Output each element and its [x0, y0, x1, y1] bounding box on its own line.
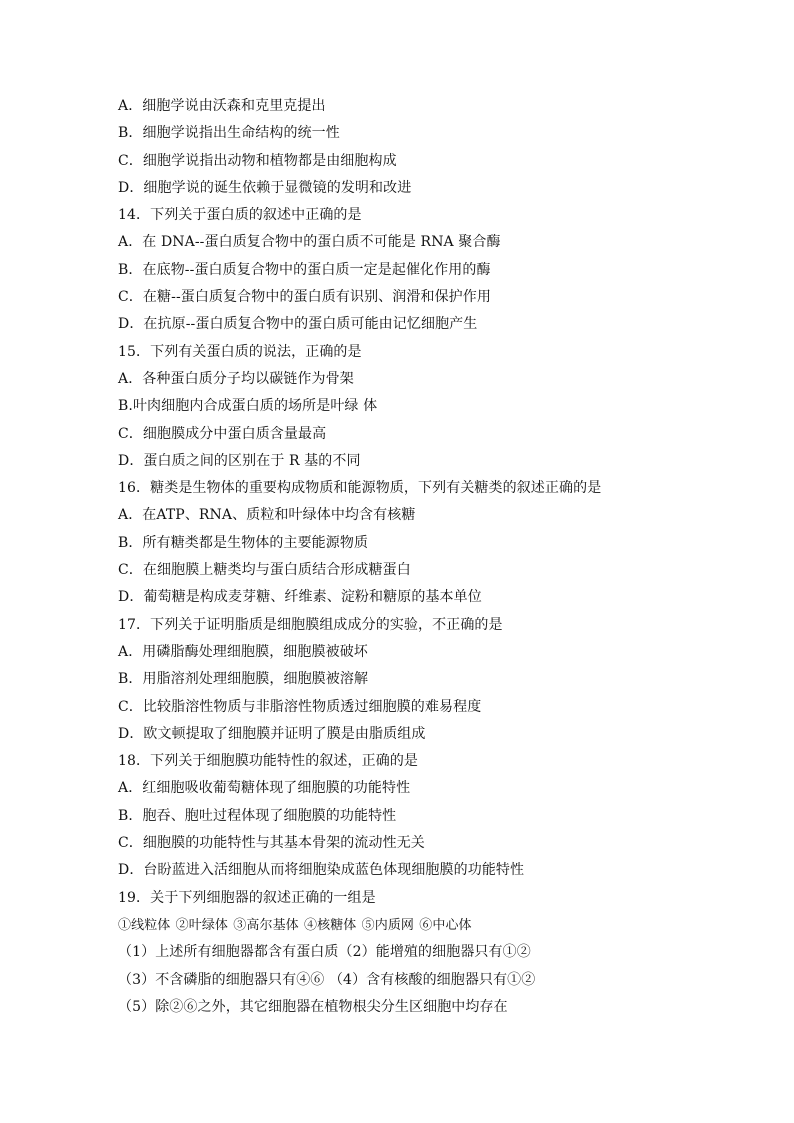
question-14-stem: 14．下列关于蛋白质的叙述中正确的是	[118, 207, 362, 224]
statement-3-4: （3）不含磷脂的细胞器只有④⑥ （4）含有核酸的细胞器只有①②	[118, 971, 536, 988]
question-17-stem: 17．下列关于证明脂质是细胞膜组成成分的实验，不正确的是	[118, 616, 503, 633]
option-17b: B．用脂溶剂处理细胞膜，细胞膜被溶解	[118, 671, 369, 688]
option-13a: A．细胞学说由沃森和克里克提出	[118, 98, 326, 114]
option-18b: B．胞吞、胞吐过程体现了细胞膜的功能特性	[118, 807, 397, 824]
option-17c: C．比较脂溶性物质与非脂溶性物质透过细胞膜的难易程度	[118, 698, 482, 715]
option-13b: B．细胞学说指出生命结构的统一性	[118, 125, 340, 142]
option-16a: A．在ATP、RNA、质粒和叶绿体中均含有核糖	[118, 507, 416, 524]
option-15c: C．细胞膜成分中蛋白质含量最高	[118, 425, 327, 442]
statement-1-2: （1）上述所有细胞器都含有蛋白质（2）能增殖的细胞器只有①②	[118, 944, 531, 961]
option-15b: B.叶肉细胞内合成蛋白质的场所是叶绿 体	[118, 398, 378, 415]
organelle-list: ①线粒体 ②叶绿体 ③高尔基体 ④核糖体 ⑤内质网 ⑥中心体	[118, 917, 472, 933]
option-16b: B．所有糖类都是生物体的主要能源物质	[118, 534, 369, 551]
option-18d: D．台盼蓝进入活细胞从而将细胞染成蓝色体现细胞膜的功能特性	[118, 862, 525, 879]
option-13d: D．细胞学说的诞生依赖于显微镜的发明和改进	[118, 179, 412, 196]
option-13c: C．细胞学说指出动物和植物都是由细胞构成	[118, 152, 397, 169]
option-17a: A．用磷脂酶处理细胞膜，细胞膜被破坏	[118, 643, 368, 660]
option-14d: D．在抗原--蛋白质复合物中的蛋白质可能由记忆细胞产生	[118, 316, 478, 333]
option-14c: C．在糖--蛋白质复合物中的蛋白质有识别、润滑和保护作用	[118, 289, 491, 306]
question-16-stem: 16．糖类是生物体的重要构成物质和能源物质，下列有关糖类的叙述正确的是	[118, 480, 602, 497]
option-17d: D．欧文顿提取了细胞膜并证明了膜是由脂质组成	[118, 725, 426, 742]
option-14b: B．在底物--蛋白质复合物中的蛋白质一定是起催化作用的酶	[118, 261, 491, 278]
option-16d: D．葡萄糖是构成麦芽糖、纤维素、淀粉和糖原的基本单位	[118, 589, 482, 606]
option-18a: A．红细胞吸收葡萄糖体现了细胞膜的功能特性	[118, 780, 411, 797]
option-15a: A．各种蛋白质分子均以碳链作为骨架	[118, 370, 354, 387]
question-19-stem: 19．关于下列细胞器的叙述正确的一组是	[118, 889, 376, 906]
question-15-stem: 15．下列有关蛋白质的说法，正确的是	[118, 343, 362, 360]
statement-5: （5）除②⑥之外，其它细胞器在植物根尖分生区细胞中均存在	[118, 998, 508, 1015]
question-18-stem: 18．下列关于细胞膜功能特性的叙述，正确的是	[118, 753, 419, 770]
question-text-block	[118, 93, 738, 1021]
option-14a: A．在 DNA--蛋白质复合物中的蛋白质不可能是 RNA 聚合酶	[118, 234, 501, 251]
option-16c: C．在细胞膜上糖类均与蛋白质结合形成糖蛋白	[118, 562, 411, 579]
option-18c: C．细胞膜的功能特性与其基本骨架的流动性无关	[118, 835, 425, 852]
option-15d: D．蛋白质之间的区别在于 R 基的不同	[118, 452, 361, 469]
